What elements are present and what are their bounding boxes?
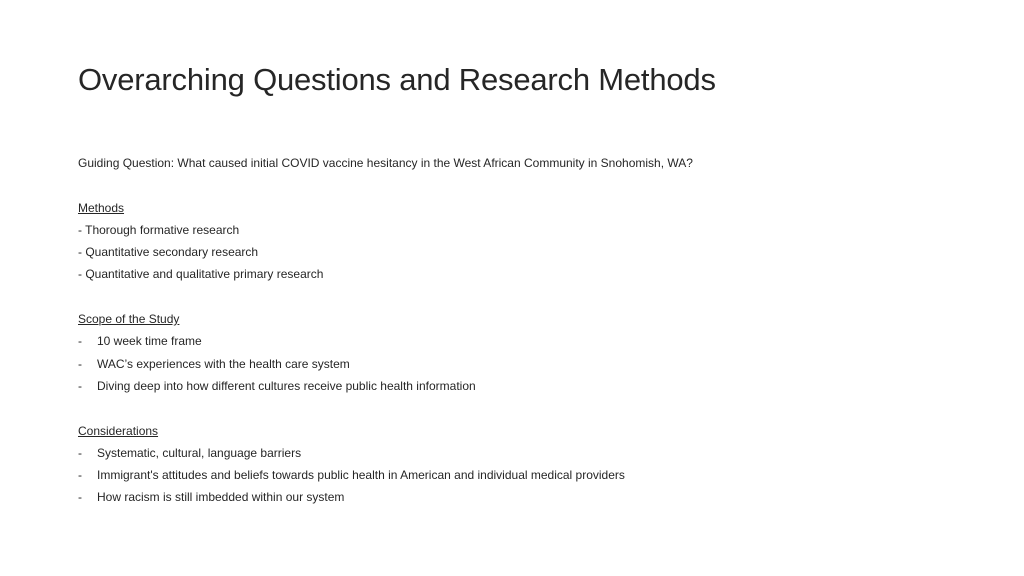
- scope-item: [78, 353, 978, 375]
- scope-item-text: WAC’s experiences with the health care system: [97, 356, 350, 371]
- methods-item: - Thorough formative research: [78, 222, 240, 237]
- guiding-question: Guiding Question: What caused initial COVID vaccine hesitancy in the West African Community in Snohomish, WA?: [78, 156, 693, 170]
- dash-marker: -: [78, 334, 82, 349]
- scope-item-text: Diving deep into how different cultures receive public health information: [97, 378, 476, 393]
- considerations-item-text: Systematic, cultural, language barriers: [97, 445, 302, 460]
- dash-marker: -: [78, 378, 82, 393]
- methods-item: - Quantitative secondary research: [78, 245, 259, 260]
- spacer: [78, 286, 978, 308]
- scope-item: [78, 330, 978, 352]
- spacer: [78, 397, 978, 419]
- considerations-heading: Considerations: [78, 423, 159, 438]
- dash-marker: -: [78, 468, 82, 483]
- considerations-item: [78, 486, 978, 508]
- spacer: [78, 174, 978, 196]
- considerations-item-text: How racism is still imbedded within our system: [97, 490, 345, 505]
- considerations-item: [78, 442, 978, 464]
- scope-item: [78, 375, 978, 397]
- methods-heading: Methods: [78, 200, 125, 215]
- slide-title: Overarching Questions and Research Methods: [78, 62, 716, 97]
- scope-item-text: 10 week time frame: [97, 334, 202, 349]
- dash-marker: -: [78, 445, 82, 460]
- scope-heading: Scope of the Study: [78, 312, 180, 327]
- considerations-item-text: Immigrant's attitudes and beliefs towards public health in American and individual medical providers: [97, 468, 625, 483]
- slide-body: [78, 152, 978, 509]
- considerations-item: [78, 464, 978, 486]
- dash-marker: -: [78, 490, 82, 505]
- dash-marker: -: [78, 356, 82, 371]
- methods-item: - Quantitative and qualitative primary research: [78, 267, 324, 282]
